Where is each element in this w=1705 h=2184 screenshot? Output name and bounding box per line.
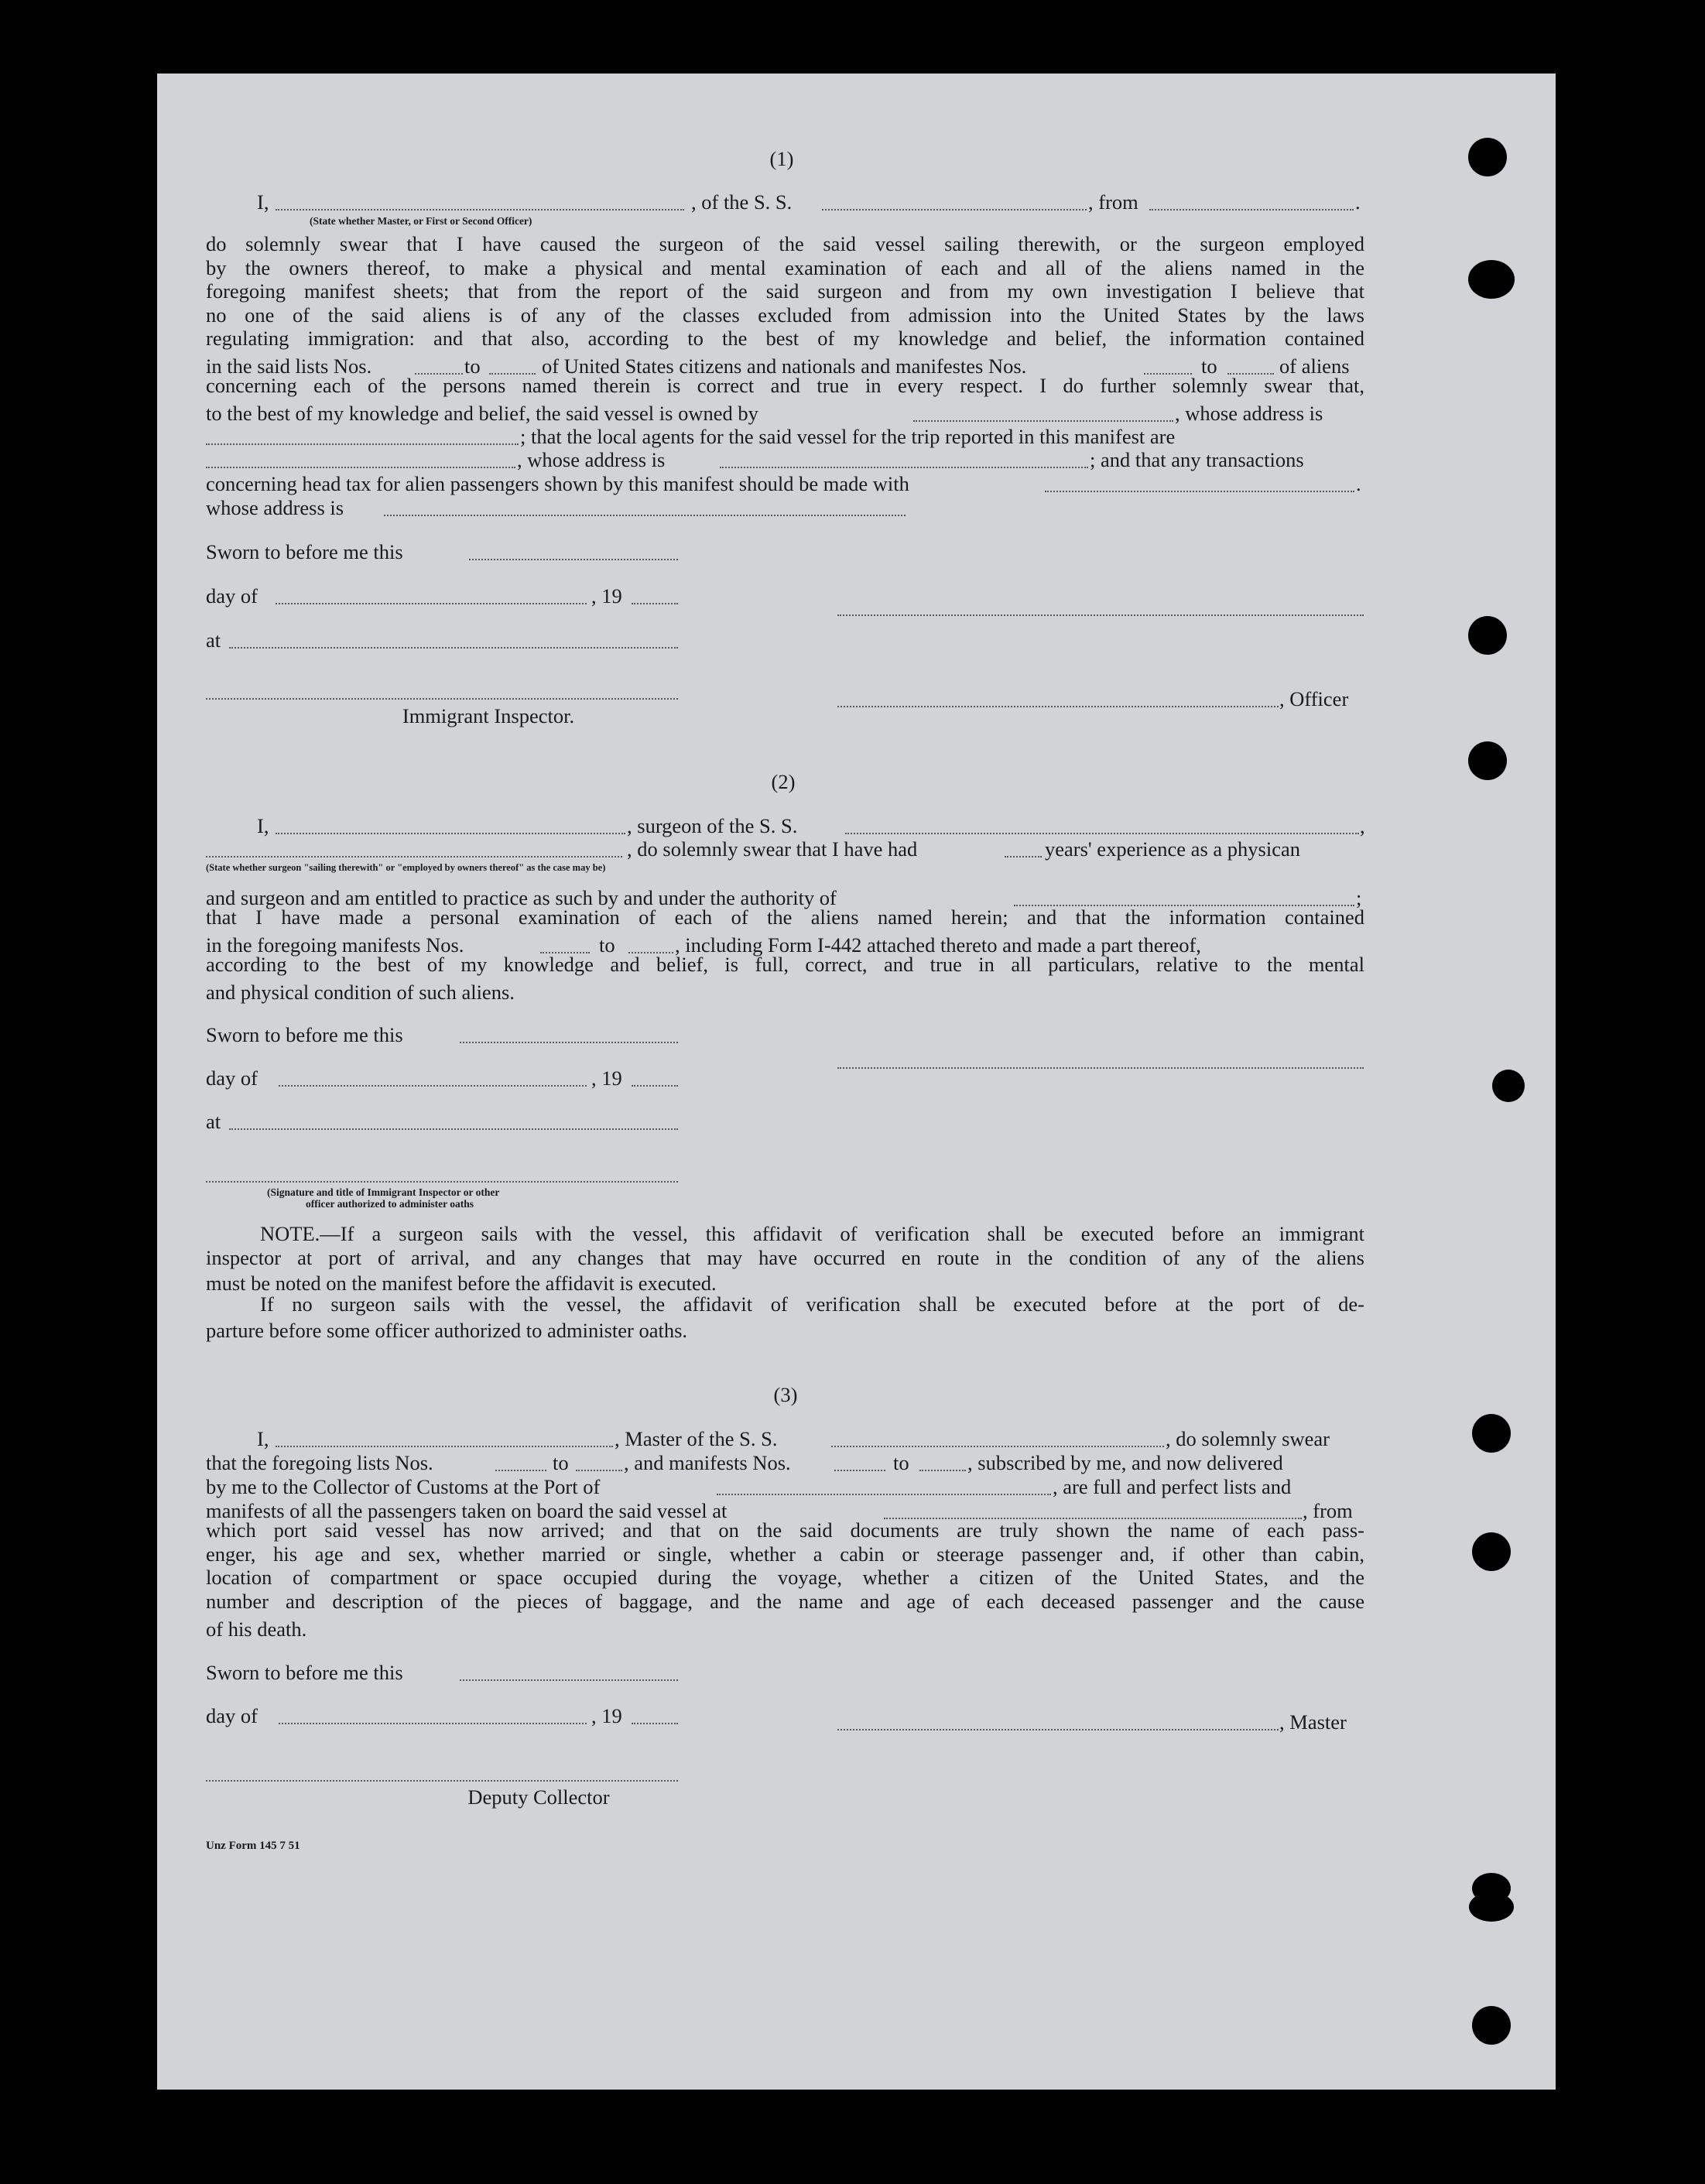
s1-lists-nos-label: in the said lists Nos.	[206, 354, 372, 378]
s1-ship-field[interactable]	[822, 209, 1087, 211]
s1-from-field[interactable]	[1149, 209, 1354, 211]
s2-para-line2: that I have made a personal examination of each of the aliens named herein; and that the information contained	[206, 905, 1364, 929]
s3-name-field[interactable]	[276, 1446, 613, 1447]
s3-ship-field[interactable]	[831, 1446, 1164, 1447]
s3-master-signature[interactable]	[837, 1729, 1279, 1730]
form-id: Unz Form 145 7 51	[206, 1840, 300, 1852]
punch-hole	[1492, 1070, 1525, 1102]
s2-surgeon-signature[interactable]	[837, 1067, 1364, 1069]
s3-year-field[interactable]	[632, 1723, 678, 1724]
note-line5: parture before some officer authorized to administer oaths.	[206, 1319, 688, 1342]
punch-hole	[1472, 2006, 1511, 2045]
s1-para-line7: concerning each of the persons named therein is correct and true in every respect. I do further solemnly swear that,	[206, 374, 1364, 397]
s1-para-line3: foregoing manifest sheets; that from the report of the said surgeon and from my own investigation I believe that	[206, 279, 1364, 303]
s3-para-line8: number and description of the pieces of baggage, and the name and age of each deceased passenger and the cause	[206, 1590, 1364, 1613]
punch-hole	[1468, 138, 1507, 176]
punch-hole	[1472, 1414, 1511, 1453]
s2-name-field[interactable]	[276, 833, 625, 834]
note-line1: NOTE.—If a surgeon sails with the vessel, this affidavit of verification shall be executed before an immigrant	[260, 1222, 1364, 1245]
section-3-heading: (3)	[773, 1383, 798, 1406]
s1-year-field[interactable]	[632, 603, 678, 604]
s1-officer-signature[interactable]	[837, 706, 1279, 707]
s1-rank-field[interactable]	[276, 209, 684, 211]
s1-at-field[interactable]	[229, 647, 678, 649]
section-1-heading: (1)	[769, 147, 794, 170]
section-2-heading: (2)	[771, 770, 796, 793]
s3-lists-from-field[interactable]	[495, 1470, 546, 1471]
s3-manifests-to-field[interactable]	[919, 1470, 966, 1471]
s3-sworn-field[interactable]	[460, 1679, 678, 1681]
s3-port-field[interactable]	[717, 1494, 1051, 1495]
s1-officer-signature-upper[interactable]	[837, 614, 1364, 616]
s1-para-line4: no one of the said aliens is of any of the classes excluded from admission into the United States by the laws	[206, 303, 1364, 327]
s3-para-line6: enger, his age and sex, whether married or single, whether a cabin or steerage passenger and, if other than cabin,	[206, 1542, 1364, 1566]
s2-ship-field[interactable]	[845, 833, 1359, 834]
s1-agents-address-field[interactable]	[720, 467, 1088, 468]
punch-hole	[1472, 1532, 1511, 1571]
punch-hole	[1468, 616, 1507, 655]
s2-status-note: (State whether surgeon "sailing therewith" or "employed by owners thereof" as the case may be)	[206, 862, 606, 873]
s3-collector-signature[interactable]	[206, 1780, 678, 1782]
s1-owner-field[interactable]	[913, 420, 1173, 422]
s3-para-line7: location of compartment or space occupied during the voyage, whether a citizen of the United States, and the	[206, 1566, 1364, 1589]
punch-hole	[1468, 741, 1507, 780]
s1-para-line1: do solemnly swear that I have caused the surgeon of the said vessel sailing therewith, or the surgeon employed	[206, 232, 1364, 255]
s2-status-field[interactable]	[206, 856, 622, 858]
s3-manifests-from-field[interactable]	[834, 1470, 885, 1471]
s1-headtax-field[interactable]	[1045, 491, 1354, 492]
s1-para-line5: regulating immigration: and that also, according to the best of my knowledge and belief, the information contained	[206, 327, 1364, 350]
s2-years-field[interactable]	[1005, 856, 1042, 858]
note-line4: If no surgeon sails with the vessel, the affidavit of verification shall be executed before at the port of de-	[260, 1292, 1364, 1316]
note-line3: must be noted on the manifest before the affidavit is executed.	[206, 1272, 717, 1295]
s1-para-line2: by the owners thereof, to make a physical and mental examination of each and all of the aliens named in the	[206, 256, 1364, 279]
s1-owner-address-field[interactable]	[206, 443, 519, 445]
s1-headtax-address-field[interactable]	[384, 515, 906, 516]
s2-sworn-field[interactable]	[460, 1042, 678, 1043]
s2-inspector-signature[interactable]	[206, 1181, 678, 1183]
punch-hole	[1469, 1892, 1514, 1922]
note-line2: inspector at port of arrival, and any changes that may have occurred en route in the condition of any of the aliens	[206, 1246, 1364, 1269]
s1-day-field[interactable]	[276, 603, 587, 604]
s1-line1-i: I,	[257, 190, 269, 214]
s2-day-field[interactable]	[279, 1085, 587, 1087]
s2-at-field[interactable]	[229, 1128, 678, 1130]
s1-inspector-signature[interactable]	[206, 698, 678, 700]
s2-para-line4: according to the best of my knowledge and belief, is full, correct, and true in all particulars, relative to the mental	[206, 953, 1364, 976]
s1-agents-field[interactable]	[206, 467, 515, 468]
s1-line1-from: , from	[1088, 190, 1138, 214]
s3-lists-to-field[interactable]	[576, 1470, 622, 1471]
s3-para-line5: which port said vessel has now arrived; and that on the said documents are truly shown the name of each pass-	[206, 1518, 1364, 1542]
s1-rank-note: (State whether Master, or First or Second Officer)	[310, 215, 532, 227]
s1-sworn-field[interactable]	[469, 559, 678, 560]
s1-line1-ship: , of the S. S.	[691, 190, 793, 214]
punch-hole	[1468, 260, 1515, 299]
s3-day-field[interactable]	[279, 1723, 587, 1724]
s2-year-field[interactable]	[632, 1085, 678, 1087]
